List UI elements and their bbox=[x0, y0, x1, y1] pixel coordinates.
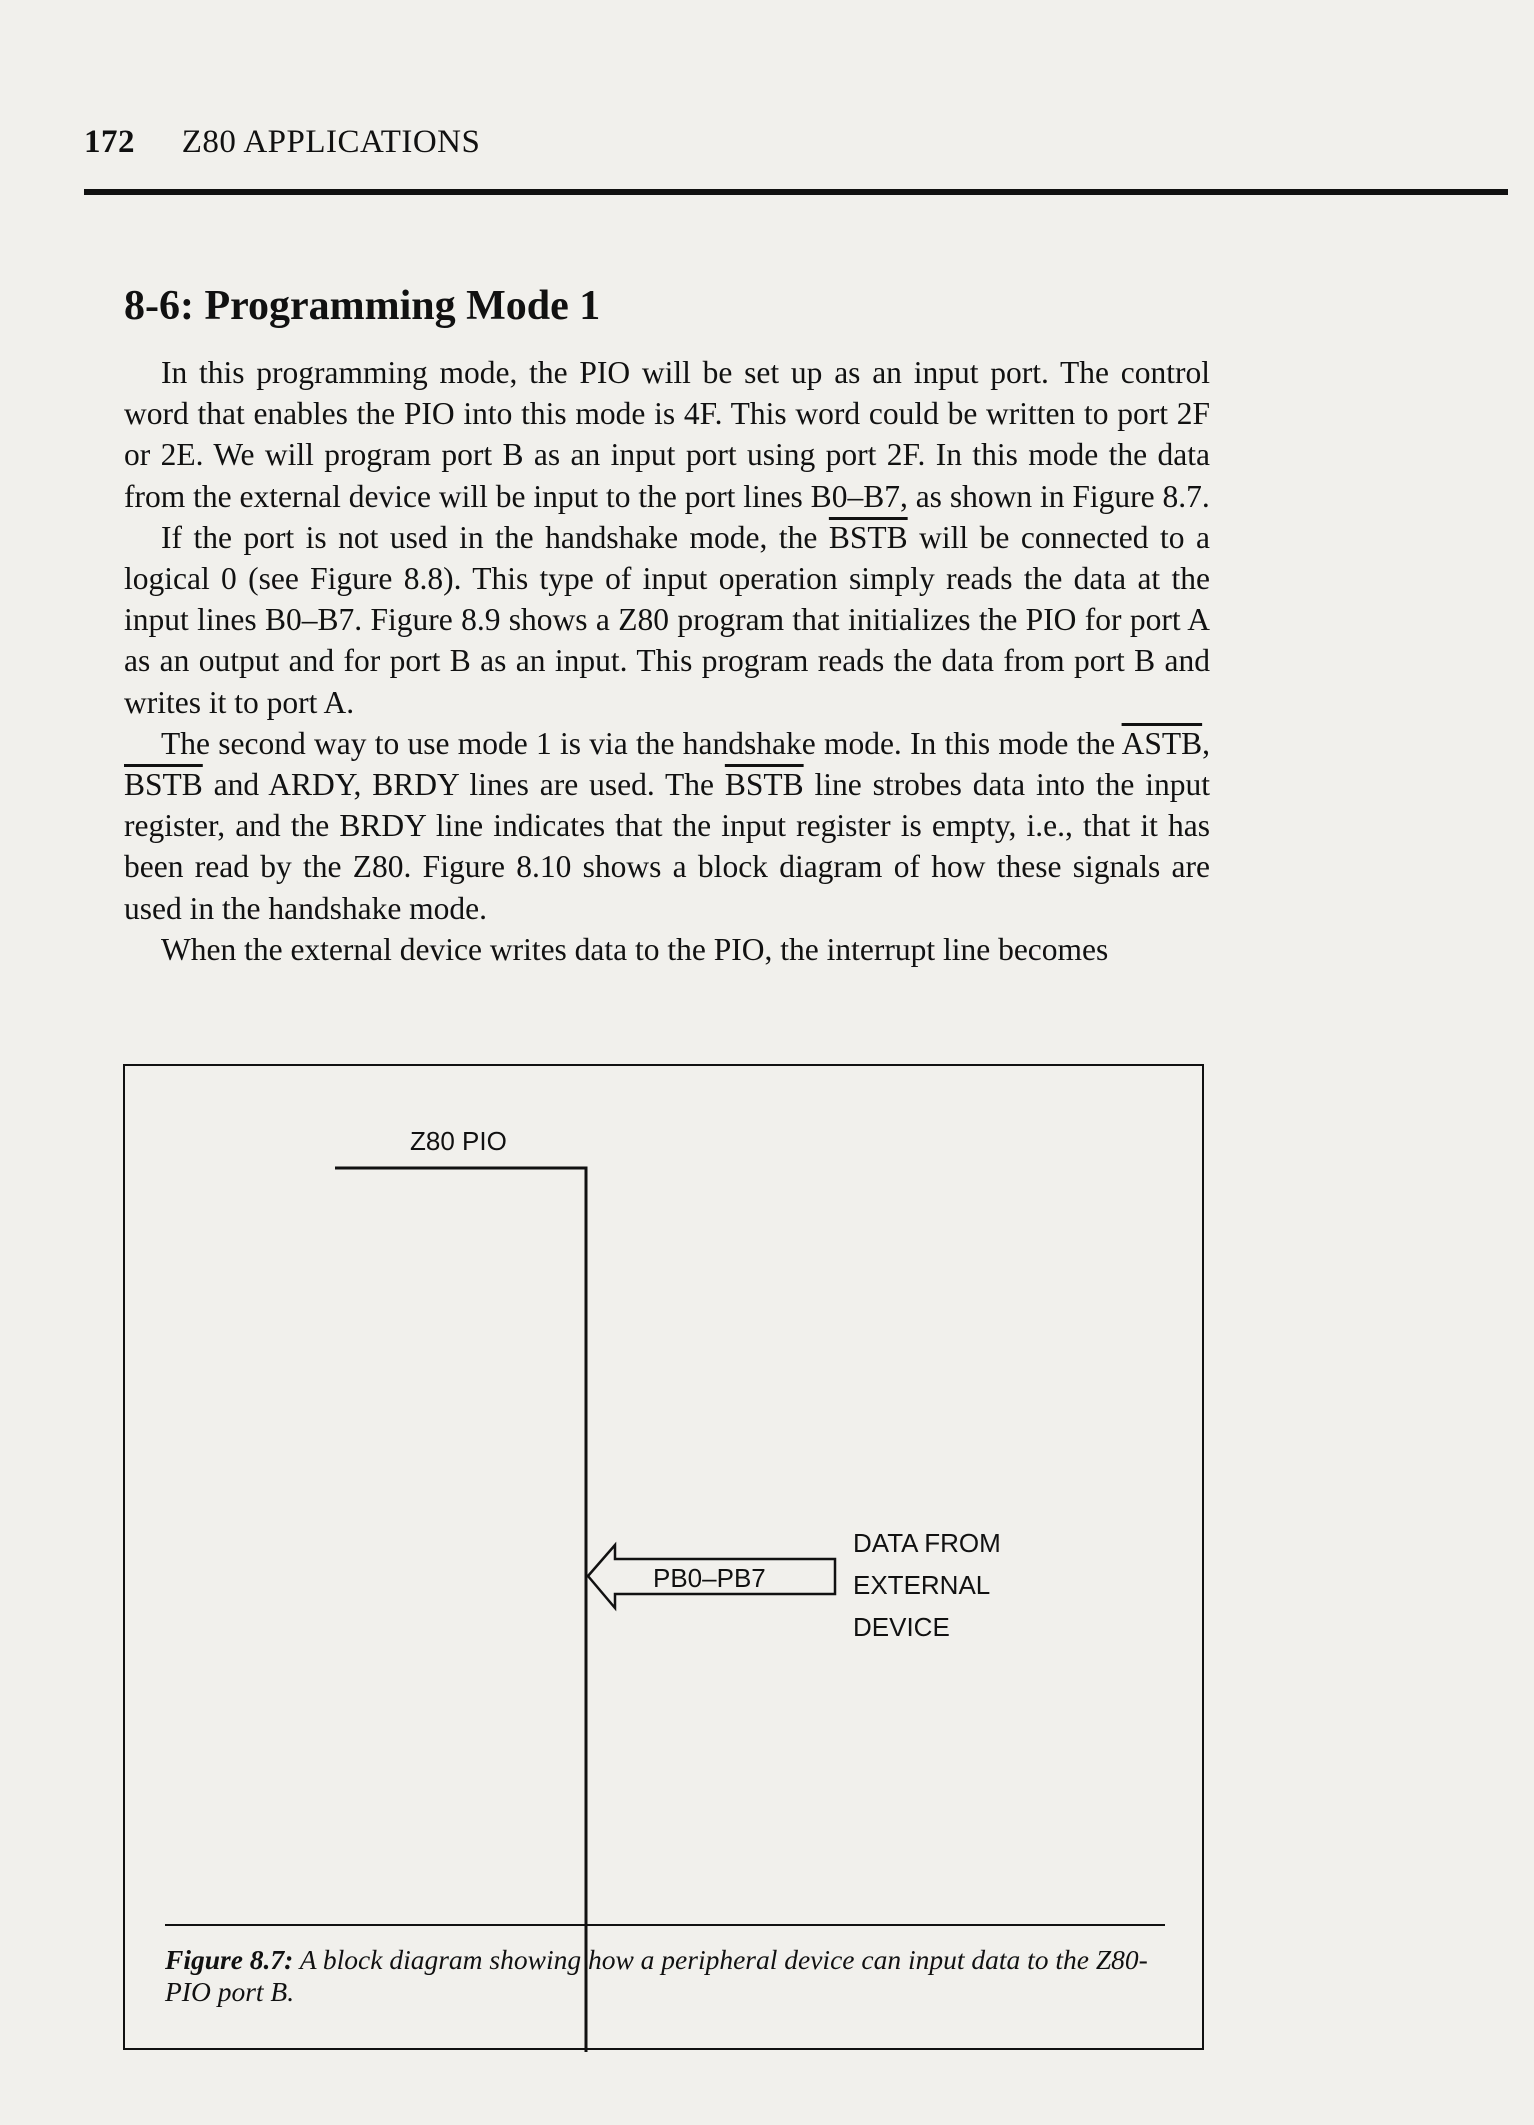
body-text bbox=[124, 352, 1210, 970]
paragraph-4: When the external device writes data to the PIO, the interrupt line becomes bbox=[161, 931, 1109, 967]
source-line: DATA FROM bbox=[853, 1528, 1001, 1558]
bstb-signal: BSTB bbox=[124, 767, 203, 803]
source-line: EXTERNAL bbox=[853, 1570, 991, 1600]
source-label bbox=[853, 1522, 1001, 1648]
paragraph-1: In this programming mode, the PIO will be set up as an input port. The control word that enables the PIO into this mode is 4F. This word could be written to port 2F or 2E. We will program port B as an input port using port 2F. In this mode the data from the external device will be input to the port lines B0–B7, as shown in Figure 8.7. bbox=[124, 355, 1210, 514]
running-header bbox=[84, 124, 480, 161]
text-run: will be connected to a logical 0 (see Figure 8.8). This type of input operation simply reads the data at the input lines B0–B7. Figure 8.9 shows a Z80 program that initializes the PIO for port A as an output and for port B as an input. This program reads the data from port B and writes it to port A. bbox=[124, 519, 1210, 720]
bstb-signal: BSTB bbox=[828, 519, 908, 555]
header-rule bbox=[84, 189, 1508, 195]
source-line: DEVICE bbox=[853, 1612, 950, 1642]
paragraph-2 bbox=[124, 517, 1210, 723]
text-run: If the port is not used in the handshake mode, the bbox=[161, 519, 829, 555]
caption-text: A block diagram showing how a peripheral device can input data to the Z80-PIO port B. bbox=[165, 1944, 1148, 2007]
paragraph-3 bbox=[124, 723, 1210, 929]
running-title: Z80 APPLICATIONS bbox=[181, 124, 481, 160]
text-run: line strobes data into the input register, and the BRDY line indicates that the input register is empty, i.e., that it has been read by the Z80. Figure 8.10 shows a block diagram of how these signals are used in the handshake mode. bbox=[124, 767, 1210, 926]
figure-caption bbox=[165, 1944, 1165, 2008]
caption-rule bbox=[165, 1924, 1165, 1926]
bstb-signal: BSTB bbox=[724, 767, 804, 803]
figure-8-7 bbox=[123, 1064, 1204, 2050]
page-number: 172 bbox=[84, 124, 135, 160]
astb-signal: ASTB bbox=[1121, 725, 1203, 761]
pio-label: Z80 PIO bbox=[410, 1126, 507, 1156]
text-run: and ARDY, BRDY lines are used. The bbox=[202, 767, 725, 803]
bus-label: PB0–PB7 bbox=[653, 1563, 766, 1593]
text-run: , bbox=[1202, 725, 1210, 761]
text-run: The second way to use mode 1 is via the handshake mode. In this mode the bbox=[161, 725, 1122, 761]
pio-block bbox=[125, 1066, 1206, 2052]
section-title: 8-6: Programming Mode 1 bbox=[124, 283, 601, 329]
caption-number: Figure 8.7: bbox=[165, 1944, 294, 1975]
